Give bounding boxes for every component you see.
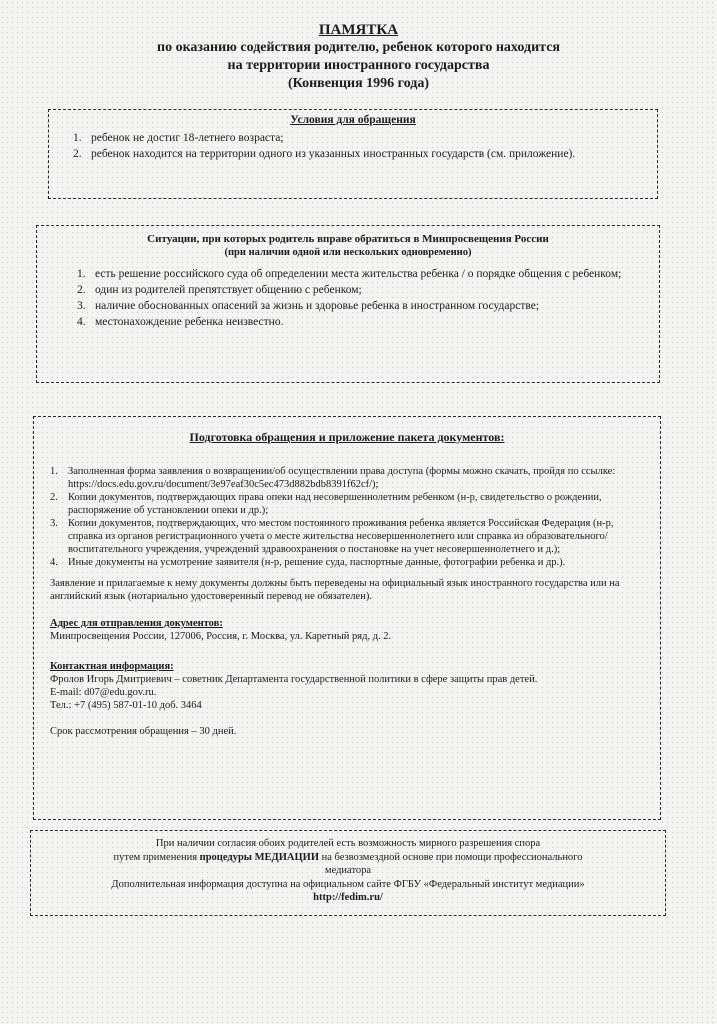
list-item: 4. местонахождение ребенка неизвестно. bbox=[77, 316, 284, 328]
conditions-list bbox=[73, 130, 633, 162]
conditions-heading: Условия для обращения bbox=[290, 114, 416, 126]
memo-subtitle-line1: по оказанию содействия родителю, ребенок которого находится bbox=[157, 40, 560, 55]
mediation-procedure: процедуры МЕДИАЦИИ bbox=[199, 851, 319, 863]
address-label: Адрес для отправления документов: bbox=[50, 618, 223, 629]
preparation-box bbox=[33, 416, 661, 820]
address-text: Минпросвещения России, 127006, Россия, г. Москва, ул. Каретный ряд, д. 2. bbox=[50, 631, 392, 642]
contact-email: E-mail: d07@edu.gov.ru. bbox=[50, 687, 157, 698]
mediation-line3: медиатора bbox=[324, 865, 372, 876]
list-item: 1. Заполненная форма заявления о возвращении/об осуществлении права доступа (формы можно скачать, пройдя по ссылке: https://docs.edu.gov.ru/document/3e97eaf30c5ec473d882bdb8391f62cf/); bbox=[50, 466, 616, 490]
memo-subtitle-line3: (Конвенция 1996 года) bbox=[287, 76, 430, 91]
mediation-url: http://fedim.ru/ bbox=[313, 892, 383, 903]
situations-box bbox=[36, 225, 660, 383]
mediation-line1: При наличии согласия обоих родителей есть возможность мирного разрешения спора bbox=[155, 838, 541, 849]
contact-phone: Тел.: +7 (495) 587-01-10 доб. 3464 bbox=[50, 700, 202, 711]
list-item: 4. Иные документы на усмотрение заявителя (н-р, решение суда, паспортные данные, фотографии ребенка и др.). bbox=[50, 557, 566, 568]
situations-list bbox=[77, 266, 637, 330]
list-item: 2. Копии документов, подтверждающих права опеки над несовершеннолетним ребенком (н-р, свидетельство о рождении, распоряжение об установлении опеки и др.); bbox=[50, 492, 602, 516]
review-term: Срок рассмотрения обращения – 30 дней. bbox=[50, 726, 237, 737]
situations-subheading: (при наличии одной или нескольких одновременно) bbox=[224, 247, 472, 258]
mediation-line2: путем применения процедуры МЕДИАЦИИ на безвозмездной основе при помощи профессионального bbox=[113, 851, 583, 863]
conditions-box bbox=[48, 109, 658, 199]
memo-subtitle-line2: на территории иностранного государства bbox=[227, 58, 490, 73]
translation-note: Заявление и прилагаемые к нему документы должны быть переведены на официальный язык иностранного государства или на английский язык (нотариально удостоверенный перевод не обязателен). bbox=[50, 578, 620, 602]
mediation-line4: Дополнительная информация доступна на официальном сайте ФГБУ «Федеральный институт медиации» bbox=[111, 878, 585, 890]
list-item: 1. ребенок не достиг 18-летнего возраста; bbox=[73, 132, 284, 144]
documents-list bbox=[50, 465, 640, 569]
preparation-heading: Подготовка обращения и приложение пакета документов: bbox=[189, 430, 505, 444]
list-item: 3. Копии документов, подтверждающих, что местом постоянного проживания ребенка является Российская Федерация (н-р, справка из органов регистрационного учета о месте жительства несовершеннолетнего или справка из образовательного/воспитательного учреждения, учреждений здравоохранения о постановке на учет несовершеннолетнего и д.); bbox=[50, 518, 614, 555]
situations-heading: Ситуации, при которых родитель вправе обратиться в Минпросвещения России bbox=[147, 233, 549, 245]
list-item: 3. наличие обоснованных опасений за жизнь и здоровье ребенка в иностранном государстве; bbox=[77, 300, 540, 312]
contact-name: Фролов Игорь Дмитриевич – советник Департамента государственной политики в сфере защиты прав детей. bbox=[50, 674, 538, 685]
mediation-box bbox=[30, 830, 666, 916]
list-item: 2. ребенок находится на территории одного из указанных иностранных государств (см. приложение). bbox=[73, 148, 576, 160]
contact-label: Контактная информация: bbox=[50, 661, 174, 672]
memo-title: ПАМЯТКА bbox=[318, 22, 399, 38]
list-item: 1. есть решение российского суда об определении места жительства ребенка / о порядке общения с ребенком; bbox=[77, 268, 622, 280]
list-item: 2. один из родителей препятствует общению с ребенком; bbox=[77, 284, 362, 296]
